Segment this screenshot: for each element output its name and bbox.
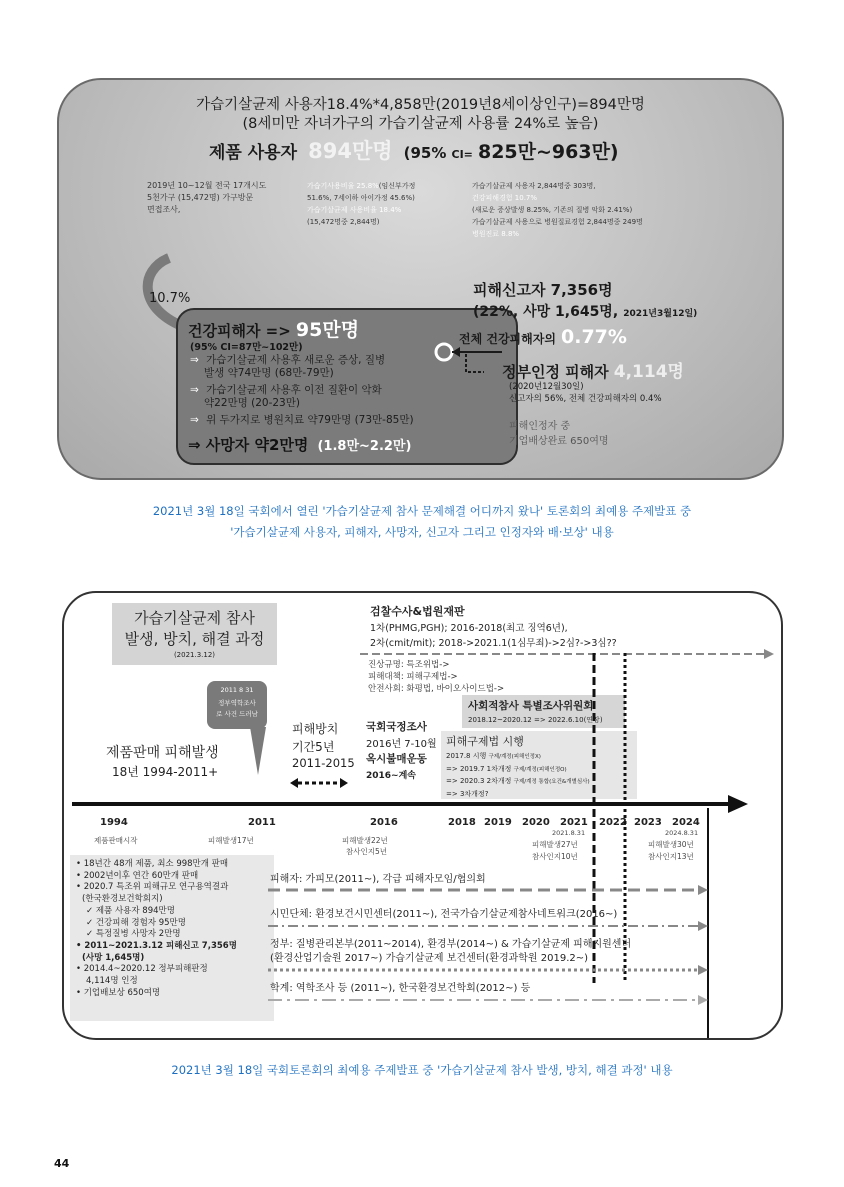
year-label: 2020 (522, 817, 550, 828)
track-government: 정부: 질병관리본부(2011~2014), 환경부(2014~) & 가습기살균제 피해지원센터 (270, 939, 632, 950)
ratio-value: 0.77% (561, 326, 627, 348)
users-ci-label: CI= (451, 148, 473, 161)
track-academia: 학계: 역학조사 등 (2011~), 한국환경보건학회(2012~) 등 (270, 983, 531, 994)
victim-item (190, 414, 414, 427)
relief-item: => 3차개정? (446, 789, 489, 798)
sales-label2: 18년 1994-2011+ (112, 765, 219, 779)
victims-value: 95만명 (295, 319, 360, 341)
relief-item: => 2019.7 1차개정 (446, 764, 512, 773)
summary-item: • 2014.4~2020.12 정부피해판정 (76, 964, 208, 975)
victims-label: 건강피해자 => (188, 322, 291, 340)
users-ci-value: 825만~963만) (477, 141, 619, 163)
prosecution-title: 검찰수사&법원재판 (370, 605, 465, 618)
fig2-title-box (112, 603, 277, 665)
caption-2: 2021년 3월 18일 국회토론회의 최예용 주제발표 중 '가습기살균제 참사 발생, 방치, 해결 과정' 내용 (171, 1063, 673, 1077)
sales-label1: 제품판매 피해발생 (106, 745, 219, 761)
deaths-label: ⇒ 사망자 약2만명 (188, 436, 309, 454)
page-number: 44 (54, 1157, 70, 1170)
investigation-bubble (207, 681, 267, 729)
law-item: 피해대책: 피해구제법-> (368, 672, 458, 682)
year-label: 2021 (560, 817, 588, 828)
track-civic-arrow (268, 919, 708, 933)
year-note: 2024.8.31 (665, 829, 699, 837)
commission-dates: 2018.12~2020.12 => 2022.6.10(연장) (468, 716, 603, 724)
summary-list (70, 855, 274, 1021)
arrow-icon: ⇒ (190, 354, 199, 366)
summary-item: 4,114명 인정 (86, 976, 138, 987)
summary-item: • 2020.7 특조위 피해규모 연구용역결과 (76, 882, 229, 893)
official-row (502, 357, 684, 382)
victim-item-line: 가습기살균제 사용후 이전 질환이 악화 (206, 384, 382, 396)
year-label: 2022 (599, 817, 627, 828)
victim-item-line: 발생 약74만명 (68만-79만) (204, 367, 334, 379)
survey-description (147, 180, 266, 216)
bubble-line: 로 사건 드러남 (216, 710, 258, 718)
survey-line: 5천가구 (15,472명) 가구방문 (147, 193, 254, 202)
neglect-period-arrow (290, 776, 350, 790)
health-stats-block (472, 180, 643, 240)
deaths-row (188, 434, 411, 455)
usage-rate-block (307, 180, 415, 228)
summary-item: (한국환경보건학회지) (82, 894, 163, 905)
victims-ci: (95% CI=87만~102만) (190, 342, 303, 353)
commission-title: 사회적참사 특별조사위원회 (468, 700, 594, 712)
users-ci-prefix: (95% (403, 144, 447, 162)
survey-line: 면접조사, (147, 205, 181, 214)
summary-item: (사망 1,645명) (82, 952, 145, 963)
official-value: 4,114명 (613, 362, 684, 382)
figure-2-timeline (62, 591, 783, 1040)
relief-title: 피해구제법 시행 (446, 735, 524, 748)
health-text: 가습기살균제 사용자 2,844명중 303명, (472, 182, 596, 190)
timeline-axis (72, 789, 750, 816)
audit-label4: 2016~계속 (366, 771, 416, 781)
official-note: 신고자의 56%, 전체 건강피해자의 0.4% (509, 394, 662, 404)
audit-label1: 국회국정조사 (366, 721, 427, 733)
prosecution-line2: 2차(cmit/mit); 2018->2021.1(1심무죄)->2심?->3심?? (370, 638, 617, 649)
victim-item-line: 위 두가지로 병원치료 약79만명 (73만-85만) (206, 414, 414, 426)
survey-line: 2019년 10~12월 전국 17개시도 (147, 181, 267, 190)
percent-label: 10.7% (149, 291, 191, 306)
bubble-line: 2011 8 31 (220, 686, 254, 694)
compensation-line2: 기업배상완료 650여명 (509, 436, 609, 447)
year-note: 제품판매시작 (94, 836, 138, 845)
track-academia-arrow (268, 993, 708, 1007)
usage-text: (15,472명중 2,844명) (307, 218, 380, 226)
fig2-title-line1: 가습기살균제 참사 (134, 609, 255, 627)
law-item: 안전사회: 화평법, 바이오사이드법-> (368, 684, 505, 694)
ratio-label: 전체 건강피해자의 (459, 332, 556, 346)
year-note: 2021.8.31 (552, 829, 586, 837)
year-label: 1994 (100, 817, 128, 828)
usage-highlight: 가습기사용비율 25.8% (307, 182, 379, 190)
year-label: 2016 (370, 817, 398, 828)
track-government-arrow (268, 963, 708, 977)
audit-label3: 옥시불매운동 (366, 753, 427, 765)
year-note: 피해발생17년 (208, 836, 254, 845)
neglect-label1: 피해방치 (292, 722, 339, 736)
fig1-title-line1: 가습기살균제 사용자18.4%*4,858만(2019년8세이상인구)=894만명 (196, 97, 645, 113)
bubble-pointer (250, 727, 270, 775)
year-label: 2023 (634, 817, 662, 828)
victim-item (190, 354, 385, 380)
reports-line2-date: 2021년3월12일) (623, 309, 698, 319)
relief-item-sub: 구제/계정 통합(요건&개별심사) (513, 779, 590, 785)
summary-item: • 2002년이후 연간 60만개 판매 (76, 870, 199, 881)
audit-label2: 2016년 7-10월 (366, 739, 437, 750)
laws-list (368, 659, 504, 695)
reports-line2-main: (22%, 사망 1,645명, (473, 304, 619, 320)
summary-item: ✓ 제품 사용자 894만명 (86, 905, 175, 916)
summary-item: • 2011~2021.3.12 피해신고 7,356명 (76, 940, 237, 951)
relief-item-sub: 구제/계정(피해인정O) (513, 766, 567, 773)
law-item: 진상규명: 특조위법-> (368, 660, 450, 670)
victim-item-line: 약22만명 (20-23만) (204, 397, 300, 409)
official-date: (2020년12월30일) (509, 382, 584, 392)
track-victims-arrow (268, 883, 708, 897)
deaths-range: (1.8만~2.2만) (317, 439, 412, 454)
year-label: 2018 (448, 817, 476, 828)
neglect-label2: 기간5년 (292, 740, 335, 754)
victims-headline (188, 315, 359, 342)
relief-item: => 2020.3 2차개정 (446, 777, 512, 785)
health-highlight: 병원진료 8.8% (472, 230, 520, 238)
ratio-row (459, 326, 627, 348)
victim-item (190, 384, 382, 410)
neglect-label3: 2011-2015 (292, 756, 355, 770)
year-note: 참사인지5년 (346, 847, 387, 856)
track-victims: 피해자: 가피모(2011~), 각급 피해자모임/협의회 (270, 874, 486, 885)
users-value: 894만명 (308, 139, 393, 163)
caption-1-line2: '가습기살균제 사용자, 피해자, 사망자, 신고자 그리고 인정자와 배·보상' 내용 (230, 525, 614, 539)
year-note: 피해발생27년 (532, 840, 578, 849)
year-note: 피해발생22년 (342, 836, 388, 845)
year-note: 참사인지10년 (532, 852, 578, 861)
reports-line1: 피해신고자 7,356명 (473, 281, 613, 299)
users-label: 제품 사용자 (209, 143, 298, 163)
fig1-title-line2: (8세미만 자녀가구의 가습기살균제 사용률 24%로 높음) (242, 116, 599, 132)
fig2-title-date: (2021.3.12) (173, 651, 216, 659)
usage-text: (임신부가정 (378, 182, 416, 190)
users-headline (209, 135, 619, 165)
caption-1-line1: 2021년 3월 18일 국회에서 열린 '가습기살균제 참사 문제해결 어디까지 왔나' 토론회의 최예용 주제발표 중 (152, 504, 692, 518)
arrow-icon: ⇒ (190, 384, 199, 396)
health-highlight: 건강피해경험 10.7% (472, 194, 538, 202)
summary-item: ✓ 건강피해 경험자 95만명 (86, 917, 186, 928)
summary-item: ✓ 특정질병 사망자 2만명 (86, 929, 181, 940)
victim-item-line: 가습기살균제 사용후 새로운 증상, 질병 (206, 354, 386, 366)
summary-item: • 18년간 48개 제품, 최소 998만개 판매 (76, 859, 229, 869)
fig2-title-line2: 발생, 방치, 해결 과정 (124, 630, 265, 648)
bubble-line: 정부역학조사 (218, 699, 256, 707)
health-text: (새로운 증상발생 8.25%, 기존의 질병 악화 2.41%) (472, 206, 633, 214)
reports-line2 (473, 301, 697, 321)
relief-item: 2017.8 시행 (446, 752, 487, 760)
usage-highlight: 가습기살균제 사용비율 18.4% (307, 206, 402, 214)
official-label: 정부인정 피해자 (502, 363, 609, 381)
usage-text: 51.6%, 7세이하 아이가정 45.6%) (307, 194, 415, 202)
compensation-line1: 피해인정자 중 (509, 421, 571, 432)
relief-item-sub: 구제/계정(피해인정X) (488, 754, 541, 760)
year-note: 피해발생30년 (648, 840, 694, 849)
health-text: 가습기살균제 사용으로 병원질료경험 2,844명중 249명 (472, 218, 643, 226)
year-label: 2024 (672, 817, 700, 828)
prosecution-line1: 1차(PHMG,PGH); 2016-2018(최고 징역6년), (370, 623, 568, 634)
year-label: 2019 (484, 817, 512, 828)
arrow-icon: ⇒ (190, 414, 199, 426)
track-government-cont: (환경산업기술원 2017~) 가습기살균제 보건센터(환경과학원 2019.2~) (270, 953, 589, 964)
summary-item: • 기업배보상 650여명 (76, 987, 161, 998)
track-civic: 시민단체: 환경보건시민센터(2011~), 전국가습기살균제참사네트워크(2016~) (270, 909, 618, 920)
figure-1-infographic (57, 78, 784, 480)
year-note: 참사인지13년 (648, 852, 694, 861)
year-label: 2011 (248, 817, 276, 828)
